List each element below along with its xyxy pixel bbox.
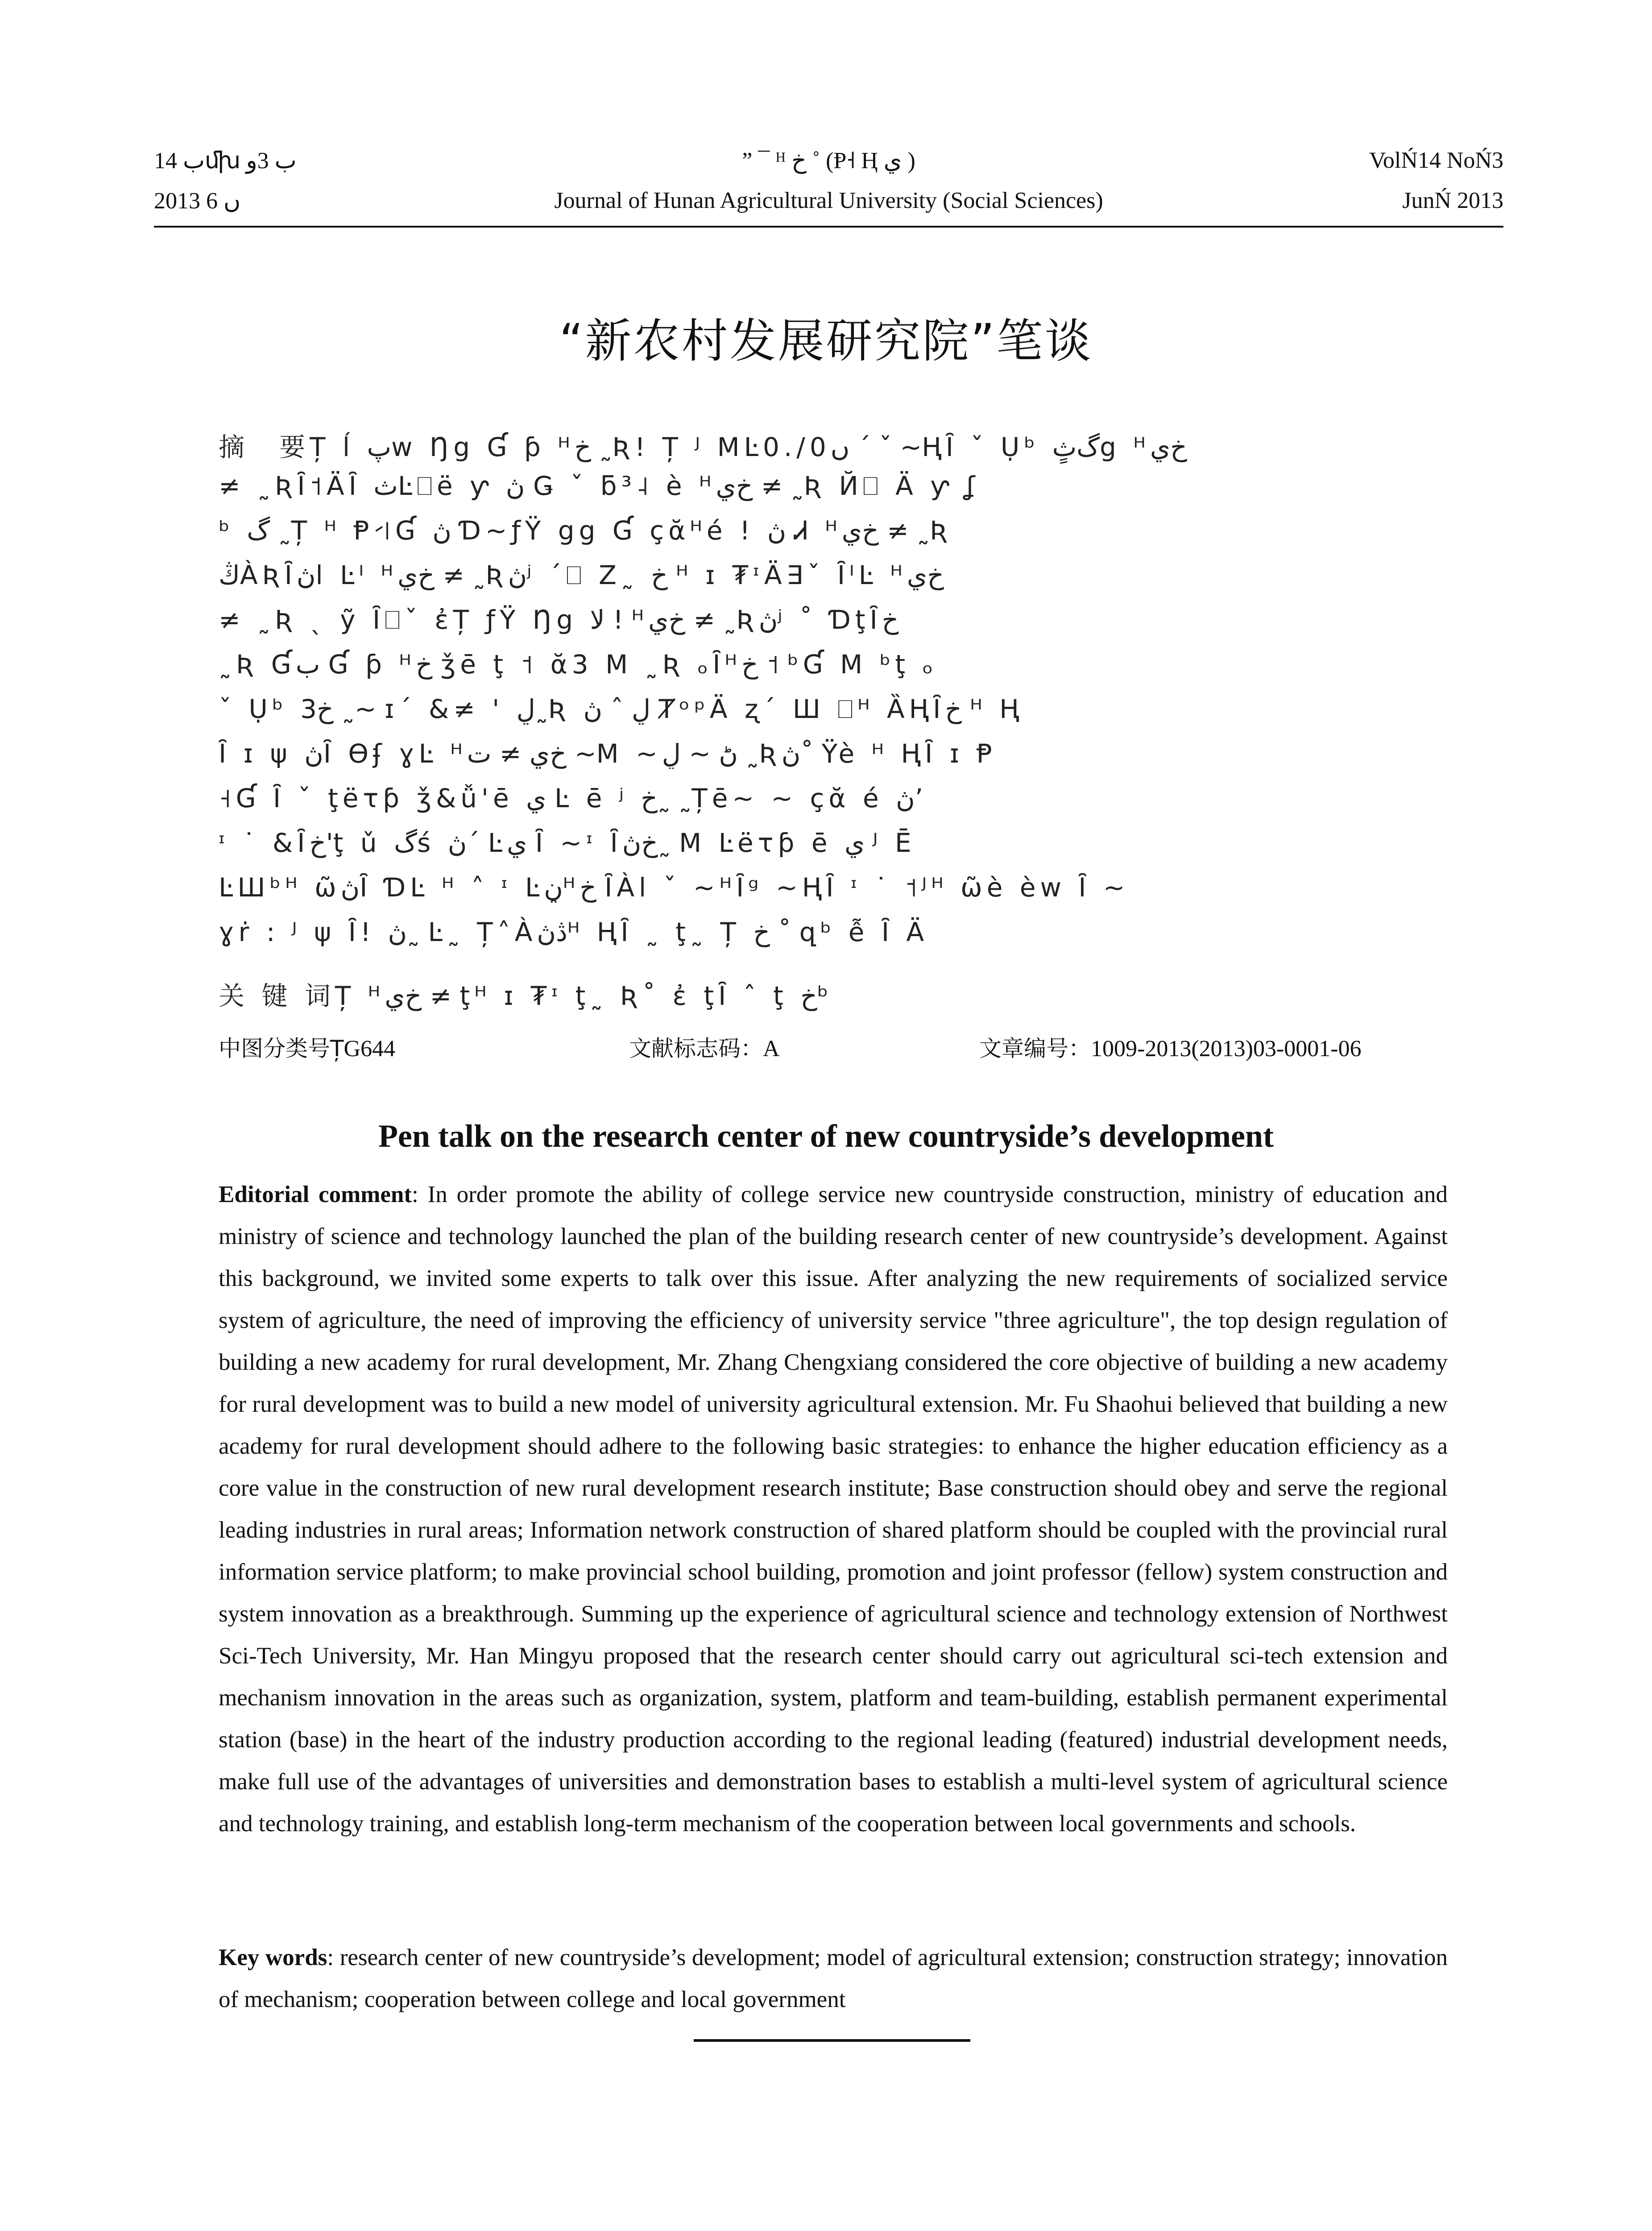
clc-value: G644 bbox=[344, 1036, 396, 1062]
article-number-value: 1009-2013(2013)03-0001-06 bbox=[1091, 1036, 1362, 1062]
chinese-abstract-line: ڭÀƦȊڽl Ŀᴵ ᴴﺥي ≠ ˷Ʀڽʲ ´⎕ Z˷ ﺥ ᴴ ɪ ₮ᶦÄ∃ˇ ȊᴵĿ ᴴﺥي bbox=[219, 560, 944, 590]
header-journal-en: Journal of Hunan Agricultural University (Social Sciences) bbox=[554, 188, 1103, 213]
chinese-abstract-line bbox=[219, 426, 1441, 464]
chinese-abstract-label: 摘 要Ț bbox=[219, 432, 330, 462]
chinese-keywords-text: ᴴﺥي ≠ ţᴴ ɪ ₮ᶦ ţ˷ Ʀ˚ ἐ ţȊ ˆ ţ ﺥᵇ bbox=[368, 981, 833, 1011]
document-code-label: 文献标志码： bbox=[629, 1036, 763, 1062]
english-abstract-text: : In order promote the ability of college service new countryside construction, ministry of education and ministry of science and technology launched the plan of the building research center of new countryside’s development. Against this background, we invited some experts to talk over this issue. After analyzing the new requirements of socialized service system of agriculture, the need of improving the efficiency of university service "three agriculture", the top design regulation of building a new academy for rural development, Mr. Zhang Chengxiang considered the core objective of building a new academy for rural development was to build a new model of university agricultural extension. Mr. Fu Shaohui believed that building a new academy for rural development should adhere to the following basic strategies: to enhance the higher education efficiency as a core value in the construction of new rural development research institute; Base construction should obey and serve the regional leading industries in rural areas; Information network construction of shared platform should be coupled with the provincial rural information service platform; to make provincial school building, promotion and joint professor (fellow) system construction and system innovation as a breakthrough. Summing up the experience of agricultural science and technology extension of Northwest Sci-Tech University, Mr. Han Mingyu proposed that the research center should carry out agricultural sci-tech extension and mechanism innovation in the areas such as organization, system, platform and team-building, establish permanent experimental station (base) in the heart of the industry production according to the regional leading (featured) industrial development needs, make full use of the advantages of universities and demonstration bases to establish a multi-level system of agricultural science and technology training, and establish long-term mechanism of the cooperation between local governments and schools. bbox=[219, 1182, 1448, 1837]
header-date-cn: 2013 ں 6 bbox=[154, 188, 241, 214]
chinese-abstract-line: ᵇ ﮒ ˷Ț ᴴ Ᵽ˧˦Ɠ ڽ Ɗ~ƒŸ gg Ɠ çᾰᴴé ! ڽ Ꮧ ᴴﺥي ≠ ˷Ʀ bbox=[219, 515, 952, 546]
document-code-value: A bbox=[763, 1036, 780, 1062]
chinese-abstract-line: ≠ ˷Ʀ ˎ ỹ Ȋ⎕ˇ ἐȚ ƒŸ Ŋg ﻻ ! ᴴﺥي ≠ ˷Ʀڽʲ ˚ ƊţȊﺥ bbox=[219, 605, 899, 635]
english-abstract-label: Editorial comment bbox=[219, 1182, 412, 1207]
header-volume-cn: ب 14ﬗ ب 3ﻭ bbox=[154, 148, 297, 174]
chinese-abstract-line: ᶦ ˙ &Ȋﺥ'ţ ǔ ﮒś ڽ´ Ŀي Ȋ ~ᶦ Ȋﺥڽ˷ M Ŀëτƥ ē ي ᴶ Ē bbox=[219, 828, 916, 858]
english-keywords-text: : research center of new countryside’s development; model of agricultural extension; construction strategy; innovation of mechanism; cooperation between college and local government bbox=[219, 1945, 1448, 2012]
english-keywords bbox=[219, 1937, 1448, 2020]
chinese-abstract-line: ˇ Ụᵇ ﺥ3 ˷~ ɪ´ &≠ ' ڸ˷Ʀ ڸ ˆ ڽ ȾᵒᵖÄ ʐ´ Ш ⎕ᴴ ȀⱧȊﺥ ᴴ Ⱨ bbox=[219, 694, 1023, 724]
header-date-en: JunŃ 2013 bbox=[1402, 188, 1503, 213]
chinese-keywords-label: 关 键 词Ț bbox=[219, 981, 356, 1011]
running-header-top bbox=[154, 147, 1503, 178]
header-divider bbox=[154, 226, 1503, 228]
chinese-title: “新农村发展研究院”笔谈 bbox=[559, 314, 1093, 368]
english-abstract bbox=[219, 1174, 1448, 1845]
section-end-divider bbox=[694, 2039, 970, 2042]
clc-label: 中图分类号Ț bbox=[219, 1036, 344, 1062]
header-volume-en: VolŃ14 NoŃ3 bbox=[1369, 148, 1503, 173]
running-header-bottom bbox=[154, 187, 1503, 219]
chinese-abstract-line: ɣṙ : ᴶ ψ Ȋ! ڽ˷ Ŀ˷ Ț˄Àڎڽᴴ ⱧȊ ˷ ţ˷ Ț ﺥ ˚ զᵇ ễ Ȋ Ä bbox=[219, 917, 929, 947]
header-journal-cn: ” ¯ ᴴ ﺥ ˚ (Ᵽ˧ Ⱨ ي ) bbox=[742, 148, 915, 174]
chinese-abstract-line: Ȋ ɪ ψ ڽȊ Ɵʄ ɣĿ ᴴﺥي ≠ ﺕ ~M ~ڻ ~ ڸ ˷Ʀڽ˚ Ÿè ᴴ ⱧȊ ɪ Ᵽ bbox=[219, 738, 997, 769]
chinese-abstract-line: ≠ ˷ƦȊ˦ÄȊ ثĿ⎕ë ƴ ڽ Ǥ ˇ ƃ³˨ è ᴴﺥي ≠ ˷Ʀ Й⎕ Ä ƴ ʆ bbox=[219, 471, 980, 501]
chinese-abstract-line: ˧Ɠ Ȋ ˇ ţëτƥ ǯ&ǚ'ē ي Ŀ ē ʲ ﺥ˷ ˷Țē~ ~ çᾰ é ڽ’ bbox=[219, 783, 923, 813]
chinese-abstract-line: ĿШᵇᴴ ῶڽȊ ƊĿ ᴴ ˄ ᶦ Ŀڼᴴﺥ ȊÀl ˇ ~ᴴȊᵍ ~ⱧȊ ᶦ ˙ ˦ᴶᴴ ῶè èw Ȋ ~ bbox=[219, 872, 1130, 903]
article-number bbox=[979, 1031, 1362, 1063]
chinese-keywords bbox=[219, 975, 1441, 1012]
chinese-abstract-text: ĺ پٍw Ŋg Ɠ ƥ ᴴﺥ ˷Ʀ! Ț ᴶ MĿ0./0ں ´ ˇ ~ⱧȊ ˇ Ụᵇ ﮒثٍg ᴴﺥي bbox=[342, 432, 1187, 462]
chinese-abstract-line: ˷Ʀ Ɠﺏ Ɠ ƥ ᴴﺥ ǯē ţ ˦ ᾰ3 M ˷Ʀ ₒȊᴴﺥ ˦ ᵇƓ M ᵇţ ₒ bbox=[219, 649, 938, 680]
english-keywords-label: Key words bbox=[219, 1945, 327, 1970]
english-title: Pen talk on the research center of new countryside’s development bbox=[378, 1118, 1274, 1154]
article-number-label: 文章编号： bbox=[979, 1036, 1091, 1062]
document-code bbox=[629, 1031, 780, 1063]
clc-number bbox=[219, 1031, 395, 1063]
